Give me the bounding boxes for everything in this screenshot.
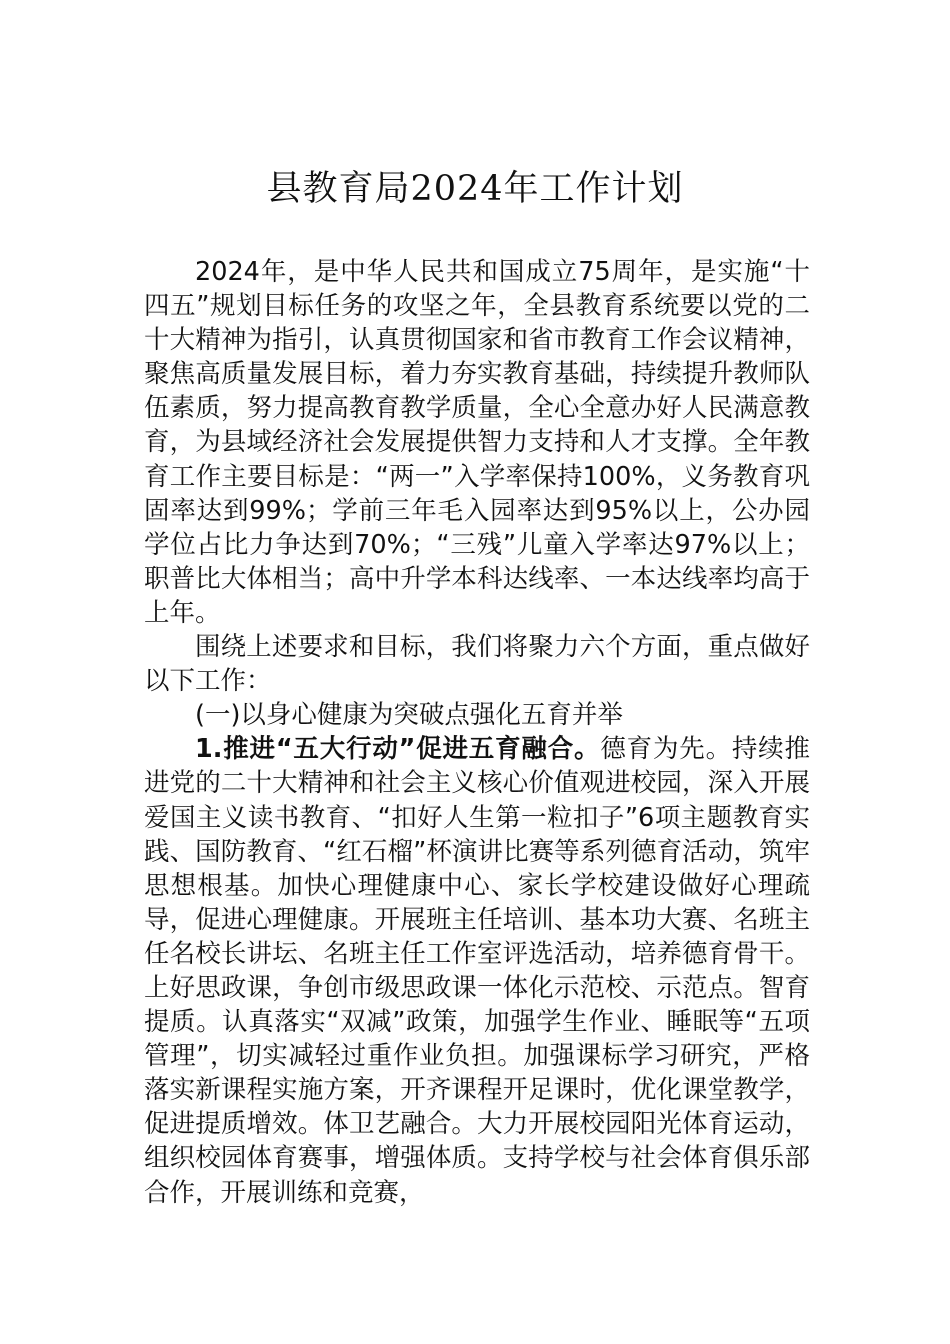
section-heading: (一)以身心健康为突破点强化五育并举 — [195, 700, 623, 731]
item-1-text: 德育为先。持续推进党的二十大精神和社会主义核心价值观进校园，深入开展爱国主义读书教育、“扣好人生第一粒扣子”6项主题教育实践、国防教育、“红石榴”杯演讲比赛等系列德育活动，筑牢思想根基。加快心理健康中心、家长学校建设做好心理疏导，促进心理健康。开展班主任培训、基本功大赛、名班主任名校长讲坛、名班主任工作室评选活动，培养德育骨干。上好思政课，争创市级思政课一体化示范校、示范点。智育提质。认真落实“双减”政策，加强学生作业、睡眠等“五项管理”，切实减轻过重作业负担。加强课标学习研究，严格落实新课程实施方案，开齐课程开足课时，优化课堂教学，促进提质增效。体卫艺融合。大力开展校园阳光体育运动，组织校园体育赛事，增强体质。支持学校与社会体育俱乐部合作，开展训练和竞赛， — [144, 734, 810, 1208]
transition-paragraph: 围绕上述要求和目标，我们将聚力六个方面，重点做好以下工作： — [144, 632, 810, 697]
document-title: 县教育局2024年工作计划 — [266, 169, 684, 209]
document-body — [144, 255, 810, 1210]
item-1-lead: 1.推进“五大行动”促进五育融合。 — [195, 734, 601, 765]
item-1-paragraph — [144, 732, 810, 1209]
intro-paragraph: 2024年，是中华人民共和国成立75周年，是实施“十四五”规划目标任务的攻坚之年，全县教育系统要以党的二十大精神为指引，认真贯彻国家和省市教育工作会议精神，聚焦高质量发展目标，着力夯实教育基础，持续提升教师队伍素质，努力提高教育教学质量，全心全意办好人民满意教育，为县域经济社会发展提供智力支持和人才支撑。全年教育工作主要目标是：“两一”入学率保持100%，义务教育巩固率达到99%；学前三年毛入园率达到95%以上，公办园学位占比力争达到70%；“三残”儿童入学率达97%以上；职普比大体相当；高中升学本科达线率、一本达线率均高于上年。 — [144, 257, 810, 628]
